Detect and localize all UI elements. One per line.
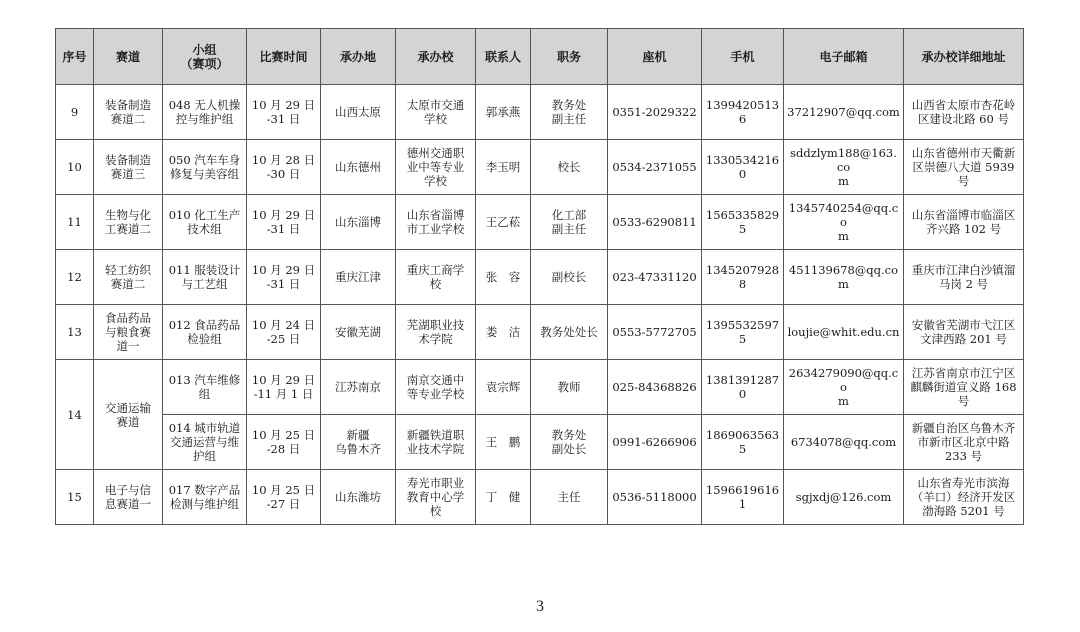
table-cell: 电子与信 息赛道一 [94,470,163,525]
table-cell: 010 化工生产 技术组 [163,195,247,250]
table-cell: 0351-2029322 [608,85,702,140]
table-cell: sgjxdj@126.com [784,470,904,525]
table-cell: 050 汽车车身 修复与美容组 [163,140,247,195]
table-cell: 13955325975 [702,305,784,360]
table-cell: 新疆铁道职 业技术学院 [396,415,476,470]
table-cell: 重庆江津 [321,250,396,305]
table-cell: 张 容 [476,250,531,305]
header-cell: 手机 [702,29,784,85]
table-cell: 14 [56,360,94,470]
header-cell: 赛道 [94,29,163,85]
table-cell: loujie@whit.edu.cn [784,305,904,360]
table-cell: 451139678@qq.com [784,250,904,305]
table-cell: 食品药品 与粮食赛 道一 [94,305,163,360]
table-cell: 太原市交通 学校 [396,85,476,140]
table-cell: 娄 洁 [476,305,531,360]
table-row [56,415,1024,470]
table-row [56,250,1024,305]
table-cell: 012 食品药品 检验组 [163,305,247,360]
table-cell: 013 汽车维修 组 [163,360,247,415]
table-cell: 15966196161 [702,470,784,525]
header-cell: 座机 [608,29,702,85]
table-cell: 李玉明 [476,140,531,195]
table-cell: 主任 [531,470,608,525]
table-cell: 山东省德州市天衢新 区崇德八大道 5939 号 [904,140,1024,195]
table-cell: 2634279090@qq.co m [784,360,904,415]
header-cell: 承办校 [396,29,476,85]
table-cell: 南京交通中 等专业学校 [396,360,476,415]
header-cell: 序号 [56,29,94,85]
table-cell: 0991-6266906 [608,415,702,470]
table-cell: 10 月 29 日 -31 日 [247,250,321,305]
table-cell: 10 月 25 日 -28 日 [247,415,321,470]
table-cell: 山东省寿光市滨海 （羊口）经济开发区 渤海路 5201 号 [904,470,1024,525]
table-cell: 37212907@qq.com [784,85,904,140]
table-cell: 山东潍坊 [321,470,396,525]
table-cell: 山西太原 [321,85,396,140]
table-row [56,85,1024,140]
table-cell: 0533-6290811 [608,195,702,250]
table-row [56,470,1024,525]
table-cell: 10 月 28 日 -30 日 [247,140,321,195]
table-cell: 023-47331120 [608,250,702,305]
table-cell: 0534-2371055 [608,140,702,195]
table-cell: 安徽省芜湖市弋江区 文津西路 201 号 [904,305,1024,360]
table-cell: 10 [56,140,94,195]
header-row [56,29,1024,85]
table-row [56,360,1024,415]
table-cell: 13813912870 [702,360,784,415]
table-cell: 13305342160 [702,140,784,195]
table-cell: 轻工纺织 赛道二 [94,250,163,305]
table-cell: 丁 健 [476,470,531,525]
page-number: 3 [536,598,544,615]
table-cell: 山东淄博 [321,195,396,250]
table-cell: 011 服装设计 与工艺组 [163,250,247,305]
table-cell: 山东省淄博市临淄区 齐兴路 102 号 [904,195,1024,250]
table-cell: 18690635635 [702,415,784,470]
table-cell: 重庆工商学 校 [396,250,476,305]
table-cell: 教务处处长 [531,305,608,360]
table-cell: 装备制造 赛道三 [94,140,163,195]
table-row [56,305,1024,360]
table-cell: 13452079288 [702,250,784,305]
header-cell: 比赛时间 [247,29,321,85]
table-cell: 袁宗辉 [476,360,531,415]
table-cell: 王乙菘 [476,195,531,250]
table-cell: 教师 [531,360,608,415]
table-cell: 10 月 29 日 -31 日 [247,85,321,140]
table-cell: 10 月 29 日 -11 月 1 日 [247,360,321,415]
table-cell: 德州交通职 业中等专业 学校 [396,140,476,195]
table-cell: 生物与化 工赛道二 [94,195,163,250]
table-cell: 025-84368826 [608,360,702,415]
header-cell: 联系人 [476,29,531,85]
header-cell: 职务 [531,29,608,85]
table-cell: 10 月 24 日 -25 日 [247,305,321,360]
header-cell: 承办校详细地址 [904,29,1024,85]
table-cell: 新疆 乌鲁木齐 [321,415,396,470]
table-row [56,140,1024,195]
table-cell: 安徽芜湖 [321,305,396,360]
table-cell: 15 [56,470,94,525]
table-cell: 江苏南京 [321,360,396,415]
table-cell: 新疆自治区乌鲁木齐 市新市区北京中路 233 号 [904,415,1024,470]
table-cell: 交通运输 赛道 [94,360,163,470]
table-cell: 山西省太原市杏花岭 区建设北路 60 号 [904,85,1024,140]
table-cell: 芜湖职业技 术学院 [396,305,476,360]
table-cell: 1345740254@qq.co m [784,195,904,250]
table-cell: 教务处 副处长 [531,415,608,470]
header-cell: 电子邮箱 [784,29,904,85]
table-cell: 048 无人机操 控与维护组 [163,85,247,140]
table-cell: 王 鹏 [476,415,531,470]
table-cell: 装备制造 赛道二 [94,85,163,140]
table-row [56,195,1024,250]
table-cell: 017 数字产品 检测与维护组 [163,470,247,525]
table-cell: 12 [56,250,94,305]
table-cell: 化工部 副主任 [531,195,608,250]
table-cell: 山东德州 [321,140,396,195]
table-cell: 13 [56,305,94,360]
header-cell: 承办地 [321,29,396,85]
table-cell: 江苏省南京市江宁区 麒麟街道宣义路 168 号 [904,360,1024,415]
table-cell: 郭承燕 [476,85,531,140]
table-cell: 0553-5772705 [608,305,702,360]
table-cell: 重庆市江津白沙镇溜 马岗 2 号 [904,250,1024,305]
contest-table [55,28,1024,525]
table-cell: sddzlym188@163.co m [784,140,904,195]
table-cell: 11 [56,195,94,250]
table-cell: 15653358295 [702,195,784,250]
table-cell: 9 [56,85,94,140]
table-cell: 副校长 [531,250,608,305]
table-cell: 山东省淄博 市工业学校 [396,195,476,250]
table-cell: 10 月 25 日 -27 日 [247,470,321,525]
table-cell: 寿光市职业 教育中心学 校 [396,470,476,525]
header-cell: 小组 （赛项） [163,29,247,85]
table-cell: 13994205136 [702,85,784,140]
table-cell: 014 城市轨道 交通运营与维 护组 [163,415,247,470]
table-cell: 6734078@qq.com [784,415,904,470]
table-cell: 校长 [531,140,608,195]
table-cell: 0536-5118000 [608,470,702,525]
table-cell: 10 月 29 日 -31 日 [247,195,321,250]
table-cell: 教务处 副主任 [531,85,608,140]
